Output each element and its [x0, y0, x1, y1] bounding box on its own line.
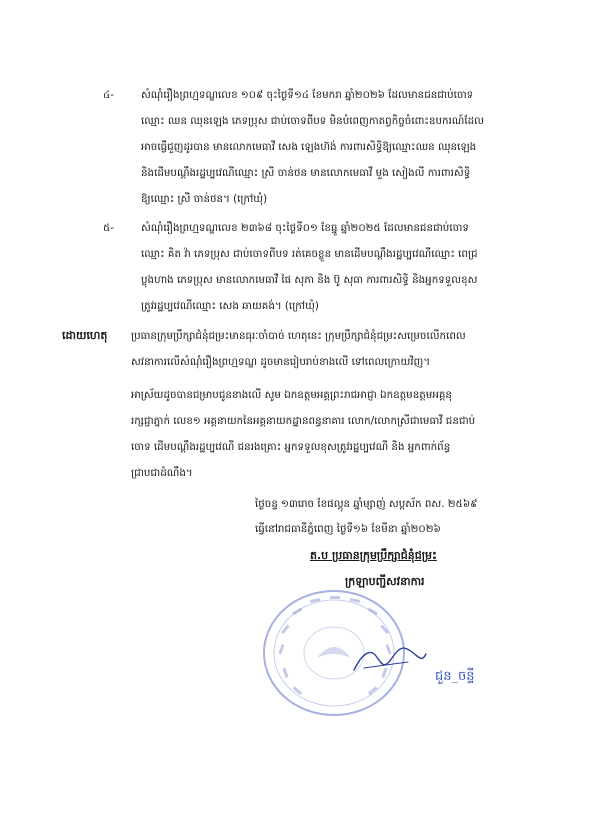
item-line: អាចធ្វើជួញដូរបាន មានលោកមេធាវី សេង ឡេងហ៊ង់ ការពារសិទ្ធិឱ្យឈ្មោះឈន ឈុនឡេង	[141, 141, 477, 153]
closing-line: ជ្រាបជាដំណឹង។	[131, 467, 193, 479]
closing-line: រក្សជ្ជាភ្នាក់ លេខ១ អគ្គនាយកនៃអគ្គនាយកដ្ឋានពន្ធនាគារ លោក/លោកស្រីជាមេធាវី ជនជាប់	[131, 415, 476, 427]
date-solar: ធ្វើនៅរាជធានីភ្នំពេញ ថ្ងៃទី១៦ ខែមីនា ឆ្នាំ២០២៦	[255, 523, 441, 535]
reason-line: សវនាការលើសំណុំរឿងព្រហ្មទណ្ឌ ដូចមានរៀបរាប់ខាងលើ ទៅពេលក្រោយវិញ។	[131, 356, 431, 368]
reason-line: ប្រធានក្រុមប្រឹក្សាជំនុំជម្រះមានធុរៈចាំបាច់ ហេតុនេះ ក្រុមប្រឹក្សាជំនុំជម្រះសម្រេចលើកពេល	[131, 330, 466, 342]
handwritten-signature-icon	[350, 640, 430, 680]
item-line: ឈ្មោះ គិត វ៉ា ភេទប្រុស ជាប់ចោទពីបទ រត់គេចខ្លួន មានដើមបណ្តឹងរដ្ឋប្បវេណីឈ្មោះ ពេជ្រ	[141, 248, 478, 260]
item-line: សំណុំរឿងព្រហ្មទណ្ឌលេខ ១០៩ ចុះថ្ងៃទី១៤ ខែមករា ឆ្នាំ២០២៦ ដែលមានជនជាប់ចោទ	[141, 89, 474, 101]
closing-line: អាស្រ័យដូចបានជម្រាបជូនខាងលើ សូម ឯកឧត្តមអគ្គព្រះរាជអាជ្ញា ឯកឧត្តមឧត្តមអគ្គនុ	[131, 389, 452, 401]
item-line: ប្លុងហាង ភេទប្រុស មានលោកមេធាវី ផៃ សុភា និង ប៊ូ សុធា ការពារសិទ្ធិ និងអ្នកទទួលខុស	[141, 274, 478, 286]
date-lunar: ថ្ងៃចន្ទ ១៣រោច ខែផល្គុន ឆ្នាំម្សាញ់ សប្តស័ក ពស. ២៥៦៩	[255, 498, 478, 510]
item-line: សំណុំរឿងព្រហ្មទណ្ឌលេខ ២៣៦៨ ចុះថ្ងៃទី០១ ខែធ្នូ ឆ្នាំ២០២៥ ដែលមានជនជាប់ចោទ	[141, 222, 469, 234]
signature-title: ត.ប ប្រធានក្រុមប្រឹក្សាជំនុំជម្រះ	[310, 549, 437, 562]
reason-label: ដោយហេតុ	[62, 329, 108, 342]
item-line: និងដើមបណ្តឹងរដ្ឋប្បវេណីឈ្មោះ ស្រី ចាន់ថន មានលោកមេធាវី មួង សៀងលី ការពារសិទ្ធិ	[141, 167, 471, 179]
item-number: ៥-	[103, 222, 115, 234]
item-line: ឱ្យឈ្មោះ ស្រី ចាន់ថន។ (ក្រៅឃុំ)	[141, 193, 268, 205]
signer-name: ជួន_ចន្ទី	[435, 669, 475, 684]
closing-line: ចោទ ដើមបណ្តឹងរដ្ឋប្បវេណី ជនរងគ្រោះ អ្នកទទួលខុសត្រូវរដ្ឋប្បវេណី និង អ្នកពាក់ព័ន្ធ	[131, 441, 451, 453]
item-line: ត្រូវរដ្ឋប្បវេណីឈ្មោះ សេង ឆាយគង់។ (ក្រៅឃុំ)	[141, 300, 319, 312]
signature-subtitle: ក្រឡាបញ្ជីសវនាការ	[345, 575, 425, 588]
item-line: ឈ្មោះ ឈន ឈុនឡេង ភេទប្រុស ជាប់ចោទពីបទ មិនបំពេញកាតព្វកិច្ចចំពោះឧបករណ៍ដែល	[141, 115, 484, 127]
item-number: ៤-	[103, 89, 115, 101]
